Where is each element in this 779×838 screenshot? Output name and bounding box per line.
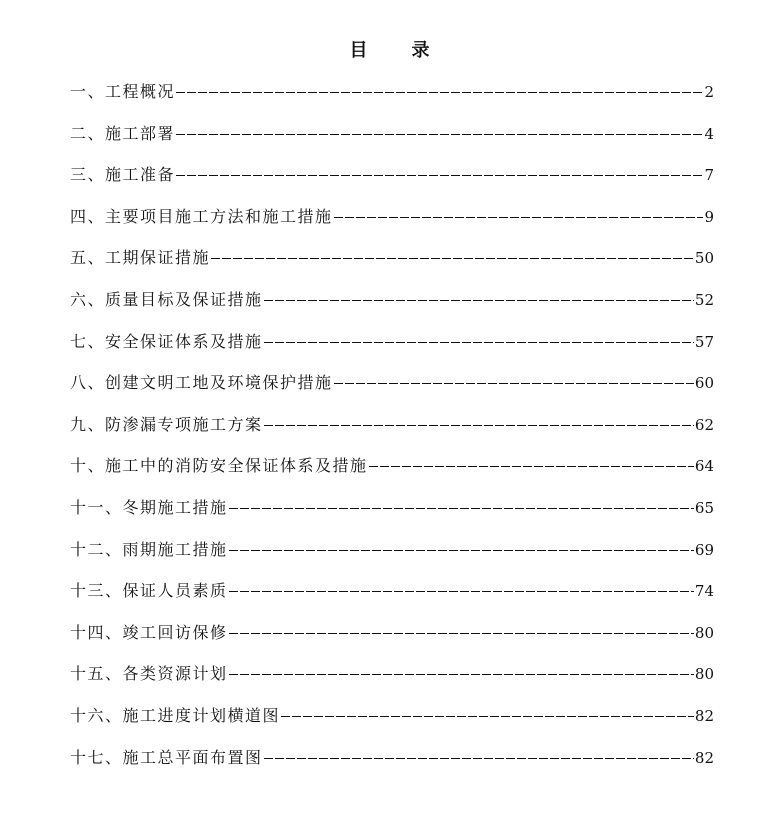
toc-entry-label: 五、工期保证措施 bbox=[70, 248, 211, 268]
toc-entry-label: 一、工程概况 bbox=[70, 82, 176, 101]
toc-dot-leader bbox=[264, 425, 694, 426]
toc-entry-page-number: 82 bbox=[694, 706, 714, 725]
toc-dot-leader bbox=[176, 92, 703, 93]
toc-entry-label: 二、施工部署 bbox=[70, 123, 176, 143]
toc-entry-page-number: 80 bbox=[694, 665, 714, 684]
toc-entry-label: 九、防渗漏专项施工方案 bbox=[70, 414, 263, 434]
toc-entry[interactable] bbox=[70, 579, 714, 621]
toc-dot-leader bbox=[229, 674, 694, 675]
toc-entry[interactable] bbox=[70, 205, 714, 247]
toc-dot-leader bbox=[176, 134, 703, 135]
toc-entry[interactable] bbox=[70, 496, 714, 538]
toc-entry[interactable] bbox=[70, 246, 714, 288]
toc-entry-label: 六、质量目标及保证措施 bbox=[70, 289, 263, 309]
toc-entry[interactable] bbox=[70, 538, 714, 580]
toc-title-char-1: 目 bbox=[349, 40, 368, 61]
toc-entry-label: 十六、施工进度计划横道图 bbox=[70, 705, 281, 725]
toc-entry-page-number: 74 bbox=[694, 582, 714, 601]
toc-entry-label: 十三、保证人员素质 bbox=[70, 581, 228, 601]
toc-entry[interactable] bbox=[70, 371, 714, 413]
toc-dot-leader bbox=[229, 633, 694, 634]
toc-entry[interactable] bbox=[70, 122, 714, 164]
toc-entry[interactable] bbox=[70, 704, 714, 746]
toc-entry-label: 七、安全保证体系及措施 bbox=[70, 331, 263, 351]
toc-dot-leader bbox=[334, 383, 694, 384]
toc-dot-leader bbox=[264, 758, 694, 759]
toc-entry-label: 三、施工准备 bbox=[70, 165, 176, 185]
toc-entry-label: 十七、施工总平面布置图 bbox=[70, 747, 263, 767]
toc-dot-leader bbox=[369, 466, 694, 467]
toc-dot-leader bbox=[264, 300, 694, 301]
toc-dot-leader bbox=[229, 550, 694, 551]
toc-entry[interactable] bbox=[70, 454, 714, 496]
toc-entry-page-number: 57 bbox=[694, 332, 714, 351]
toc-dot-leader bbox=[229, 591, 694, 592]
toc-entry-label: 十、施工中的消防安全保证体系及措施 bbox=[70, 456, 368, 476]
toc-entry[interactable] bbox=[70, 288, 714, 330]
toc-entry[interactable] bbox=[70, 662, 714, 704]
toc-entry-label: 十一、冬期施工措施 bbox=[70, 497, 228, 517]
toc-entry[interactable] bbox=[70, 330, 714, 372]
toc-entry-page-number: 62 bbox=[694, 415, 714, 434]
toc-entry-page-number: 65 bbox=[694, 498, 714, 517]
toc-entry[interactable] bbox=[70, 163, 714, 205]
toc-dot-leader bbox=[211, 258, 694, 259]
toc-entry[interactable] bbox=[70, 746, 714, 788]
toc-entry-page-number: 4 bbox=[704, 124, 714, 143]
toc-entry-page-number: 82 bbox=[694, 748, 714, 767]
toc-dot-leader bbox=[229, 508, 694, 509]
toc-entry-page-number: 69 bbox=[694, 540, 714, 559]
toc-dot-leader bbox=[281, 716, 694, 717]
toc-dot-leader bbox=[176, 175, 703, 176]
toc-title-char-2: 录 bbox=[411, 40, 430, 61]
toc-entry-label: 十二、雨期施工措施 bbox=[70, 539, 228, 559]
toc-entry-page-number: 80 bbox=[694, 623, 714, 642]
toc-entry-page-number: 60 bbox=[694, 374, 714, 393]
toc-entry[interactable] bbox=[70, 80, 714, 122]
toc-entry-page-number: 52 bbox=[694, 290, 714, 309]
toc-entry-label: 八、创建文明工地及环境保护措施 bbox=[70, 373, 333, 393]
toc-entry-label: 十五、各类资源计划 bbox=[70, 664, 228, 684]
toc-title bbox=[0, 36, 779, 62]
toc-entry[interactable] bbox=[70, 413, 714, 455]
toc-entry-page-number: 50 bbox=[694, 249, 714, 268]
toc-entry-page-number: 9 bbox=[704, 207, 714, 226]
toc-entry-page-number: 2 bbox=[704, 83, 714, 101]
toc-entry[interactable] bbox=[70, 621, 714, 663]
toc-entry-page-number: 7 bbox=[704, 166, 714, 185]
toc-entry-label: 四、主要项目施工方法和施工措施 bbox=[70, 206, 333, 226]
toc-dot-leader bbox=[334, 217, 704, 218]
toc-list bbox=[70, 80, 714, 787]
toc-dot-leader bbox=[264, 342, 694, 343]
toc-entry-page-number: 64 bbox=[694, 457, 714, 476]
toc-entry-label: 十四、竣工回访保修 bbox=[70, 622, 228, 642]
